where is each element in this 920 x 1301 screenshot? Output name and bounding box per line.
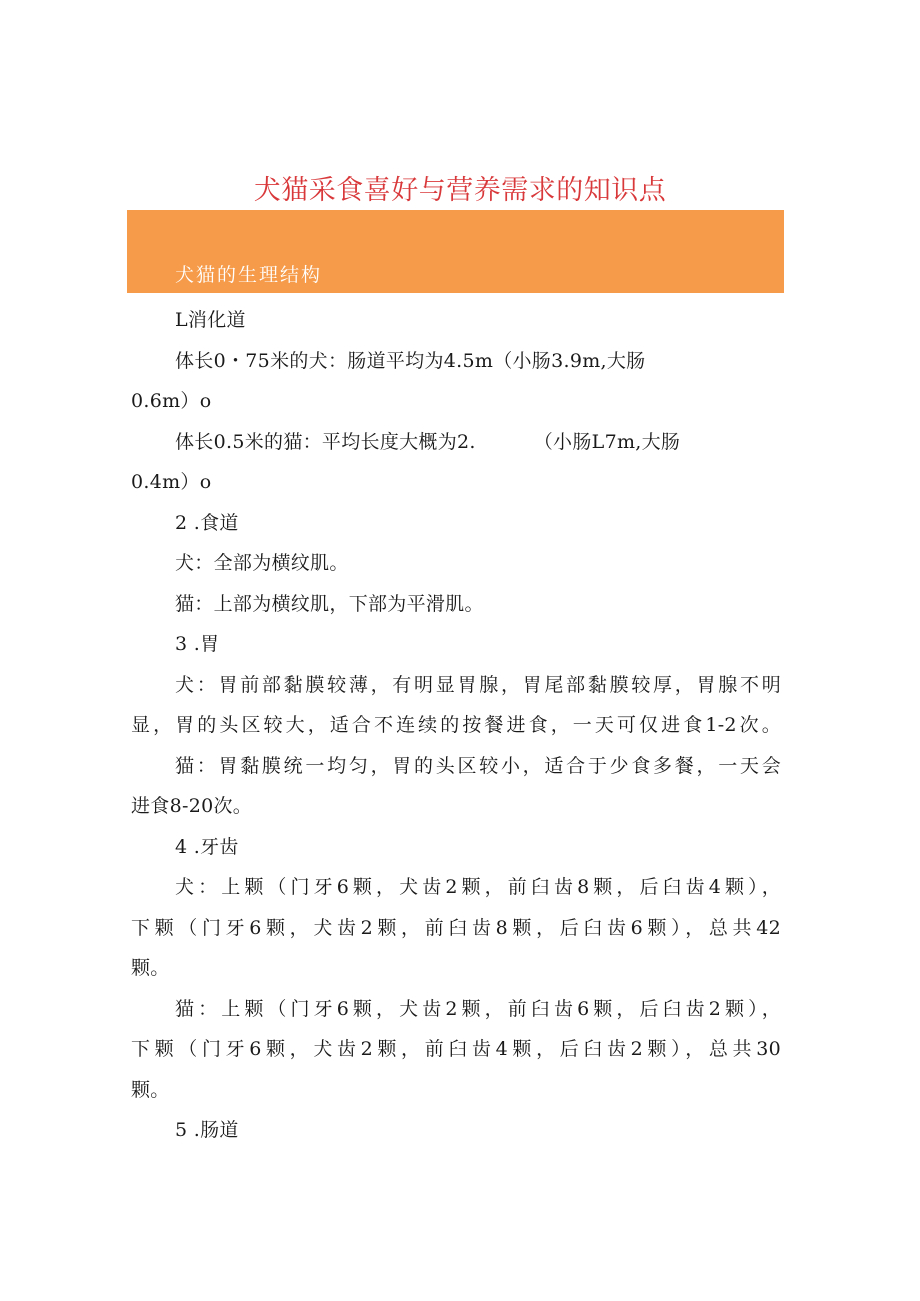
stomach-cat-line-1: 猫：胃黏膜统一均匀，胃的头区较小，适合于少食多餐，一天会 bbox=[175, 754, 781, 777]
esophagus-dog: 犬：全部为横纹肌。 bbox=[175, 552, 349, 574]
teeth-dog-line-1: 犬：上颗（门牙6颗，犬齿2颗，前臼齿8颗，后臼齿4颗）， bbox=[175, 876, 781, 898]
cat-intestine-line-2: 0.4m）o bbox=[131, 471, 212, 493]
teeth-heading: 4 .牙齿 bbox=[175, 835, 239, 858]
cat-intestine-line-1b: （小肠L7m,大肠 bbox=[533, 430, 681, 453]
intestine-heading: 5 .肠道 bbox=[175, 1119, 239, 1141]
digestive-heading: L消化道 bbox=[175, 309, 246, 331]
stomach-heading: 3 .胃 bbox=[175, 633, 220, 655]
document-body bbox=[131, 300, 781, 1151]
section-banner bbox=[127, 210, 784, 293]
dog-intestine-line-2: 0.6m）o bbox=[131, 390, 212, 412]
cat-intestine-line-1a: 体长0.5米的猫：平均长度大概为2. bbox=[175, 430, 476, 453]
teeth-dog-line-3: 颗。 bbox=[131, 957, 170, 979]
section-banner-label: 犬猫的生理结构 bbox=[175, 264, 323, 286]
stomach-dog-line-1: 犬：胃前部黏膜较薄，有明显胃腺，胃尾部黏膜较厚，胃腺不明 bbox=[175, 673, 781, 696]
esophagus-heading: 2 .食道 bbox=[175, 511, 239, 534]
page-title: 犬猫采食喜好与营养需求的知识点 bbox=[253, 175, 667, 206]
cat-intestine-line-1 bbox=[131, 422, 781, 463]
teeth-cat-line-1: 猫：上颗（门牙6颗，犬齿2颗，前臼齿6颗，后臼齿2颗）， bbox=[175, 997, 781, 1020]
stomach-cat-line-2: 进食8-20次。 bbox=[131, 795, 253, 817]
teeth-dog-line-2: 下颗（门牙6颗，犬齿2颗，前臼齿8颗，后臼齿6颗），总共42 bbox=[131, 916, 781, 939]
esophagus-cat: 猫：上部为横纹肌，下部为平滑肌。 bbox=[175, 592, 484, 615]
stomach-dog-line-2: 显，胃的头区较大，适合不连续的按餐进食，一天可仅进食1-2次。 bbox=[131, 714, 781, 736]
dog-intestine-line-1: 体长0・75米的犬：肠道平均为4.5m（小肠3.9m,大肠 bbox=[175, 349, 646, 372]
teeth-cat-line-3: 颗。 bbox=[131, 1078, 170, 1101]
teeth-cat-line-2: 下颗（门牙6颗，犬齿2颗，前臼齿4颗，后臼齿2颗），总共30 bbox=[131, 1038, 781, 1060]
